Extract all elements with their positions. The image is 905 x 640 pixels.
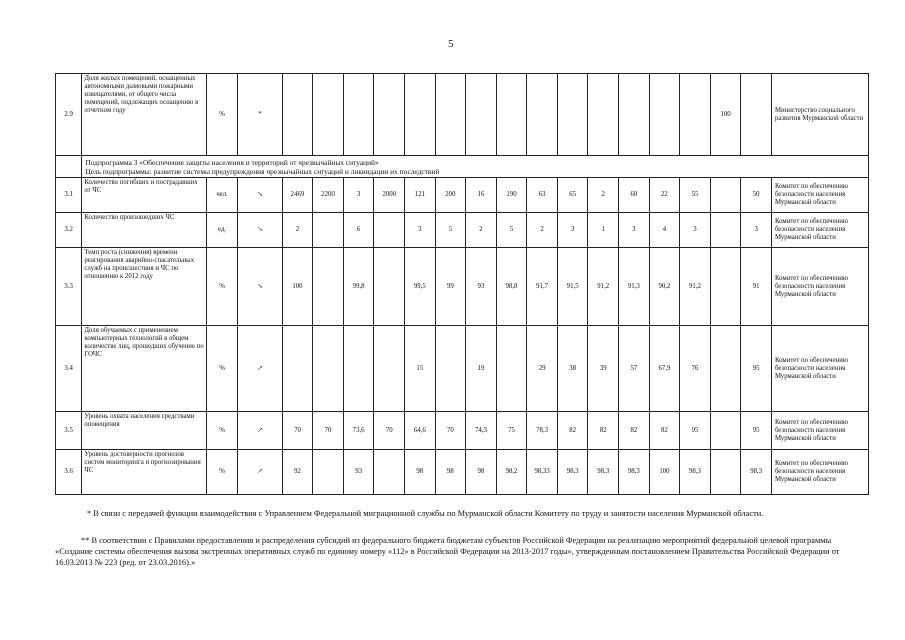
value-cell: 75 <box>496 412 527 450</box>
value-cell: 98,3 <box>557 450 588 495</box>
value-cell <box>282 74 313 156</box>
value-cell: 5 <box>435 213 466 248</box>
value-cell: 19 <box>466 326 497 412</box>
value-cell: 2200 <box>313 178 344 213</box>
value-cell: 70 <box>435 412 466 450</box>
value-cell: 95 <box>741 412 772 450</box>
row-number: 3.5 <box>56 412 82 450</box>
table-body <box>56 74 869 495</box>
value-cell: 76 <box>680 326 711 412</box>
unit-cell: % <box>206 450 238 495</box>
row-number: 2.9 <box>56 74 82 156</box>
indicators-table <box>55 73 869 495</box>
value-cell: 98,3 <box>588 450 619 495</box>
value-cell: 70 <box>374 412 405 450</box>
value-cell <box>619 74 650 156</box>
page-number: 5 <box>448 38 454 50</box>
value-cell: 98,2 <box>496 450 527 495</box>
value-cell <box>527 74 558 156</box>
table-row <box>56 248 869 326</box>
value-cell: 91,2 <box>588 248 619 326</box>
subprogram-num-cell <box>56 156 82 178</box>
indicator-name: Доля жилых помещений, оснащенных автономными дымовыми пожарными извещателями, от общего числа помещений, подлежащих оснащению в отчетном году <box>82 74 206 156</box>
responsible-cell: Комитет по обеспечению безопасности населения Мурманской области <box>771 213 868 248</box>
responsible-cell: Комитет по обеспечению безопасности населения Мурманской области <box>771 248 868 326</box>
trend-cell: ↗ <box>238 326 282 412</box>
value-cell: 98,3 <box>741 450 772 495</box>
value-cell: 73,6 <box>343 412 374 450</box>
indicator-name: Количество произошедших ЧС <box>82 213 206 248</box>
value-cell <box>649 74 680 156</box>
value-cell: 6 <box>343 213 374 248</box>
unit-cell: ед. <box>206 213 238 248</box>
value-cell <box>374 248 405 326</box>
value-cell <box>313 326 344 412</box>
value-cell: 98 <box>435 450 466 495</box>
value-cell <box>405 74 436 156</box>
value-cell <box>435 74 466 156</box>
value-cell: 64,6 <box>405 412 436 450</box>
responsible-cell: Комитет по обеспечению безопасности населения Мурманской области <box>771 326 868 412</box>
value-cell: 190 <box>496 178 527 213</box>
footnote-1: * В связи с передачей функции взаимодействия с Управлением Федеральной миграционной службы по Мурманской области Комитету по труду и занятости населения Мурманской области. <box>87 509 764 518</box>
value-cell: 82 <box>557 412 588 450</box>
indicator-name: Количество погибших и пострадавших от ЧС <box>82 178 206 213</box>
table-row <box>56 213 869 248</box>
row-number: 3.3 <box>56 248 82 326</box>
responsible-cell: Комитет по обеспечению безопасности населения Мурманской области <box>771 450 868 495</box>
value-cell: 15 <box>405 326 436 412</box>
value-cell <box>343 326 374 412</box>
value-cell: 92 <box>282 450 313 495</box>
value-cell: 91,2 <box>680 248 711 326</box>
value-cell: 82 <box>588 412 619 450</box>
value-cell: 200 <box>435 178 466 213</box>
value-cell: 70 <box>282 412 313 450</box>
value-cell: 16 <box>466 178 497 213</box>
value-cell: 100 <box>649 450 680 495</box>
value-cell: 82 <box>649 412 680 450</box>
responsible-cell: Министерство социального развития Мурманской области <box>771 74 868 156</box>
value-cell: 2 <box>466 213 497 248</box>
value-cell <box>466 74 497 156</box>
value-cell: 98,8 <box>496 248 527 326</box>
footnote-2: ** В соответствии с Правилами предоставления и распределения субсидий из федерального бюджета бюджетам субъектов Российской Федерации на реализацию мероприятий федеральной целевой программы «Создание системы обеспечения вызова экстренных оперативных служб по единому номеру «112» в Российской Федерации на 2013-2017 годы», утвержденным постановлением Правительства Российской Федерации от 16.03.2013 № 223 (ред. от 23.03.2016).» <box>55 536 840 567</box>
value-cell: 93 <box>466 248 497 326</box>
value-cell <box>710 178 741 213</box>
value-cell: 3 <box>405 213 436 248</box>
value-cell: 1 <box>588 213 619 248</box>
value-cell <box>741 74 772 156</box>
value-cell <box>680 74 711 156</box>
unit-cell: чел. <box>206 178 238 213</box>
value-cell <box>374 326 405 412</box>
trend-cell: * <box>238 74 282 156</box>
value-cell <box>374 450 405 495</box>
value-cell: 70 <box>313 412 344 450</box>
trend-cell: ↘ <box>238 248 282 326</box>
subprogram-title: Подпрограмма 3 «Обеспечение защиты населения и территорий от чрезвычайных ситуаций» <box>85 157 379 167</box>
value-cell: 4 <box>649 213 680 248</box>
table-row <box>56 178 869 213</box>
responsible-cell: Комитет по обеспечению безопасности населения Мурманской области <box>771 412 868 450</box>
value-cell: 2469 <box>282 178 313 213</box>
table-row <box>56 450 869 495</box>
value-cell: 95 <box>741 326 772 412</box>
unit-cell: % <box>206 326 238 412</box>
value-cell: 5 <box>496 213 527 248</box>
value-cell: 100 <box>710 74 741 156</box>
row-number: 3.6 <box>56 450 82 495</box>
subprogram-row <box>56 156 869 178</box>
value-cell: 2 <box>588 178 619 213</box>
value-cell: 91,7 <box>527 248 558 326</box>
value-cell: 29 <box>527 326 558 412</box>
value-cell: 98,33 <box>527 450 558 495</box>
value-cell <box>710 412 741 450</box>
unit-cell: % <box>206 412 238 450</box>
value-cell: 2 <box>282 213 313 248</box>
indicator-name: Уровень достоверности прогнозов систем мониторинга и прогнозирования ЧС <box>82 450 206 495</box>
value-cell: 98 <box>405 450 436 495</box>
value-cell <box>313 74 344 156</box>
value-cell: 3 <box>343 178 374 213</box>
value-cell: 67,9 <box>649 326 680 412</box>
value-cell <box>374 213 405 248</box>
value-cell: 50 <box>741 178 772 213</box>
value-cell <box>710 213 741 248</box>
unit-cell: % <box>206 74 238 156</box>
trend-cell: ↘ <box>238 178 282 213</box>
unit-cell: % <box>206 248 238 326</box>
value-cell: 95 <box>680 412 711 450</box>
value-cell <box>343 74 374 156</box>
indicator-name: Уровень охвата населения средствами оповещения <box>82 412 206 450</box>
value-cell <box>282 326 313 412</box>
value-cell: 98,3 <box>619 450 650 495</box>
value-cell: 91,5 <box>557 248 588 326</box>
value-cell: 98,3 <box>680 450 711 495</box>
responsible-cell: Комитет по обеспечению безопасности населения Мурманской области <box>771 178 868 213</box>
value-cell <box>374 74 405 156</box>
value-cell <box>313 248 344 326</box>
value-cell: 121 <box>405 178 436 213</box>
value-cell: 78,3 <box>527 412 558 450</box>
row-number: 3.2 <box>56 213 82 248</box>
value-cell: 63 <box>527 178 558 213</box>
value-cell: 82 <box>619 412 650 450</box>
value-cell <box>710 248 741 326</box>
row-number: 3.4 <box>56 326 82 412</box>
value-cell: 98 <box>466 450 497 495</box>
table-row <box>56 412 869 450</box>
table-row <box>56 74 869 156</box>
indicator-name: Темп роста (снижения) времени реагирования аварийно-спасательных служб на происшествия и ЧС по отношению к 2012 году <box>82 248 206 326</box>
value-cell: 57 <box>619 326 650 412</box>
value-cell: 99,5 <box>405 248 436 326</box>
value-cell: 3 <box>741 213 772 248</box>
value-cell: 91 <box>741 248 772 326</box>
subprogram-goal: Цель подпрограммы: развитие системы предупреждения чрезвычайных ситуаций и ликвидации их последствий <box>85 166 440 176</box>
value-cell <box>435 326 466 412</box>
value-cell: 91,3 <box>619 248 650 326</box>
indicator-name: Доля обучаемых с применением компьютерных технологий в общем количестве лиц, прошедших обучение по ГОЧС <box>82 326 206 412</box>
value-cell: 3 <box>619 213 650 248</box>
value-cell: 93 <box>343 450 374 495</box>
value-cell <box>313 450 344 495</box>
value-cell <box>496 326 527 412</box>
value-cell <box>313 213 344 248</box>
value-cell: 38 <box>557 326 588 412</box>
value-cell: 39 <box>588 326 619 412</box>
value-cell: 3 <box>680 213 711 248</box>
value-cell <box>710 326 741 412</box>
value-cell: 100 <box>282 248 313 326</box>
value-cell: 2 <box>527 213 558 248</box>
value-cell: 22 <box>649 178 680 213</box>
trend-cell: ↘ <box>238 213 282 248</box>
value-cell: 60 <box>619 178 650 213</box>
value-cell: 90,2 <box>649 248 680 326</box>
value-cell: 2000 <box>374 178 405 213</box>
row-number: 3.1 <box>56 178 82 213</box>
value-cell <box>496 74 527 156</box>
value-cell <box>710 450 741 495</box>
table-row <box>56 326 869 412</box>
value-cell <box>588 74 619 156</box>
value-cell: 3 <box>557 213 588 248</box>
trend-cell: ↗ <box>238 450 282 495</box>
trend-cell: ↗ <box>238 412 282 450</box>
value-cell: 74,3 <box>466 412 497 450</box>
value-cell: 99,8 <box>343 248 374 326</box>
value-cell: 55 <box>680 178 711 213</box>
value-cell: 65 <box>557 178 588 213</box>
value-cell <box>557 74 588 156</box>
subprogram-cell <box>82 156 869 178</box>
value-cell: 99 <box>435 248 466 326</box>
footnotes <box>55 508 871 568</box>
